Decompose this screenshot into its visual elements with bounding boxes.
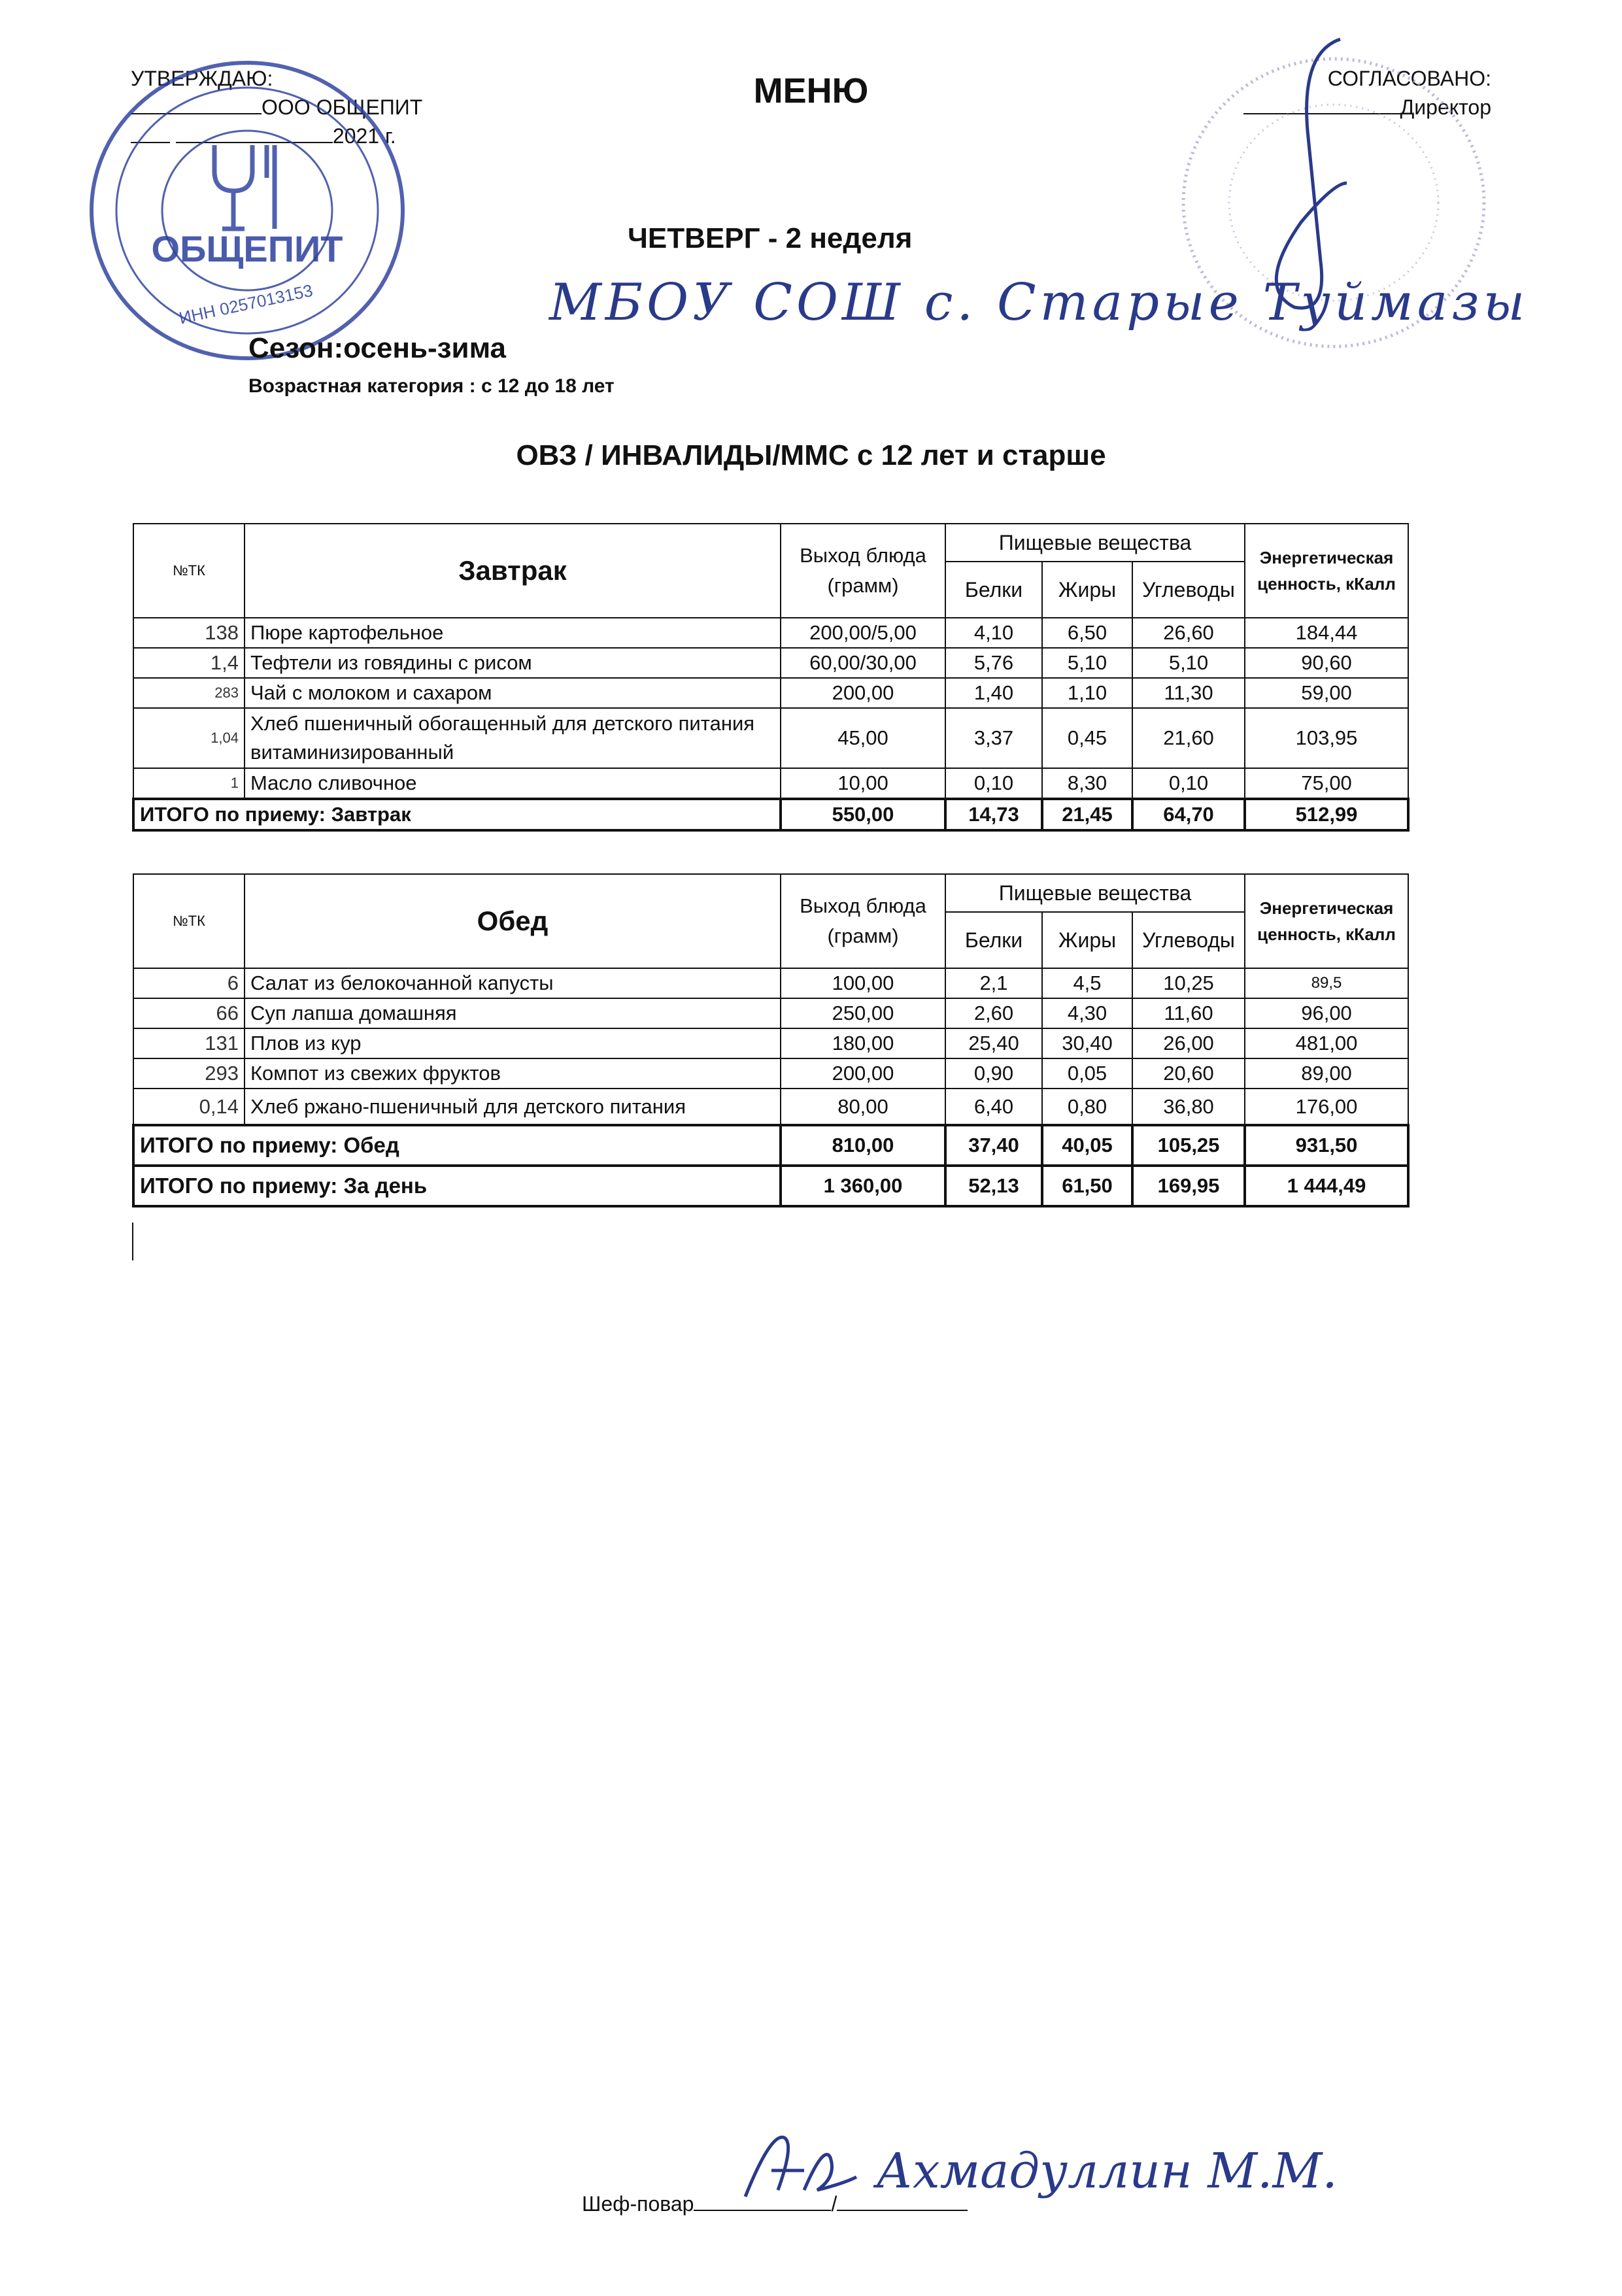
col-output: Выход блюда (грамм) [781, 524, 945, 618]
chef-signature-line: Шеф-повар / [582, 2190, 968, 2216]
season: Сезон:осень-зима [248, 332, 507, 364]
col-proteins: Белки [945, 912, 1042, 968]
agreed-role: Директор [1400, 95, 1491, 119]
col-energy: Энергетическая ценность, кКалл [1245, 874, 1408, 968]
table-divider [132, 1223, 133, 1260]
col-tk: №ТК [133, 524, 245, 618]
breakfast-table [132, 523, 1410, 832]
table-row: 131 Плов из кур 180,00 25,40 30,40 26,00 481,00 [133, 1028, 1408, 1058]
total-row-lunch: ИТОГО по приему: Обед 810,00 37,40 40,05 105,25 931,50 [133, 1125, 1408, 1166]
menu-day: ЧЕТВЕРГ - 2 неделя [628, 222, 913, 254]
col-fats: Жиры [1042, 912, 1132, 968]
total-row-day: ИТОГО по приему: За день 1 360,00 52,13 61,50 169,95 1 444,49 [133, 1166, 1408, 1206]
col-carbs: Углеводы [1132, 912, 1245, 968]
chef-signature [732, 2118, 863, 2210]
approve-org: ООО ОБЩЕПИТ [262, 95, 423, 119]
table-row: 1,04 Хлеб пшеничный обогащенный для детского питания витаминизированный 45,00 3,37 0,45 21,60 103,95 [133, 708, 1408, 768]
col-nutrients: Пищевые вещества [945, 874, 1245, 912]
table-row: 293 Компот из свежих фруктов 200,00 0,90 0,05 20,60 89,00 [133, 1058, 1408, 1089]
col-output: Выход блюда (грамм) [781, 874, 945, 968]
age-category: Возрастная категория : с 12 до 18 лет [248, 375, 615, 397]
col-carbs: Углеводы [1132, 562, 1245, 618]
table-row: 138 Пюре картофельное 200,00/5,00 4,10 6,50 26,60 184,44 [133, 618, 1408, 648]
table-row: 283 Чай с молоком и сахаром 200,00 1,40 1,10 11,30 59,00 [133, 678, 1408, 708]
agreed-label: СОГЛАСОВАНО: [1327, 67, 1491, 90]
table-row: 1 Масло сливочное 10,00 0,10 8,30 0,10 75,00 [133, 768, 1408, 799]
cutlery-icon [214, 145, 275, 229]
meal-title-breakfast: Завтрак [245, 524, 781, 618]
table-row: 0,14 Хлеб ржано-пшеничный для детского питания 80,00 6,40 0,80 36,80 176,00 [133, 1089, 1408, 1125]
meal-title-lunch: Обед [245, 874, 781, 968]
table-row: 66 Суп лапша домашняя 250,00 2,60 4,30 11,60 96,00 [133, 998, 1408, 1028]
stamp-inn: ИНН 0257013153 [177, 280, 315, 328]
chef-label: Шеф-повар [582, 2192, 694, 2216]
chef-name-handwritten: Ахмадуллин М.М. [876, 2143, 1338, 2199]
total-row-breakfast: ИТОГО по приему: Завтрак 550,00 14,73 21,45 64,70 512,99 [133, 799, 1408, 830]
approve-year: 2021 г. [332, 124, 396, 148]
approve-label: УТВЕРЖДАЮ: [131, 67, 273, 90]
table-row: 6 Салат из белокочанной капусты 100,00 2,1 4,5 10,25 89,5 [133, 968, 1408, 998]
stamp-center-text: ОБЩЕПИТ [151, 228, 343, 269]
col-fats: Жиры [1042, 562, 1132, 618]
target-group: ОВЗ / ИНВАЛИДЫ/ММС с 12 лет и старше [516, 439, 1106, 471]
col-energy: Энергетическая ценность, кКалл [1245, 524, 1408, 618]
col-tk: №ТК [133, 874, 245, 968]
table-row: 1,4 Тефтели из говядины с рисом 60,00/30,00 5,76 5,10 5,10 90,60 [133, 648, 1408, 678]
director-signature [1276, 39, 1347, 308]
col-nutrients: Пищевые вещества [945, 524, 1245, 562]
col-proteins: Белки [945, 562, 1042, 618]
school-name-handwritten: МБОУ СОШ с. Старые Туймазы [549, 273, 1529, 332]
page-title: МЕНЮ [753, 71, 869, 110]
lunch-table [132, 873, 1410, 1207]
